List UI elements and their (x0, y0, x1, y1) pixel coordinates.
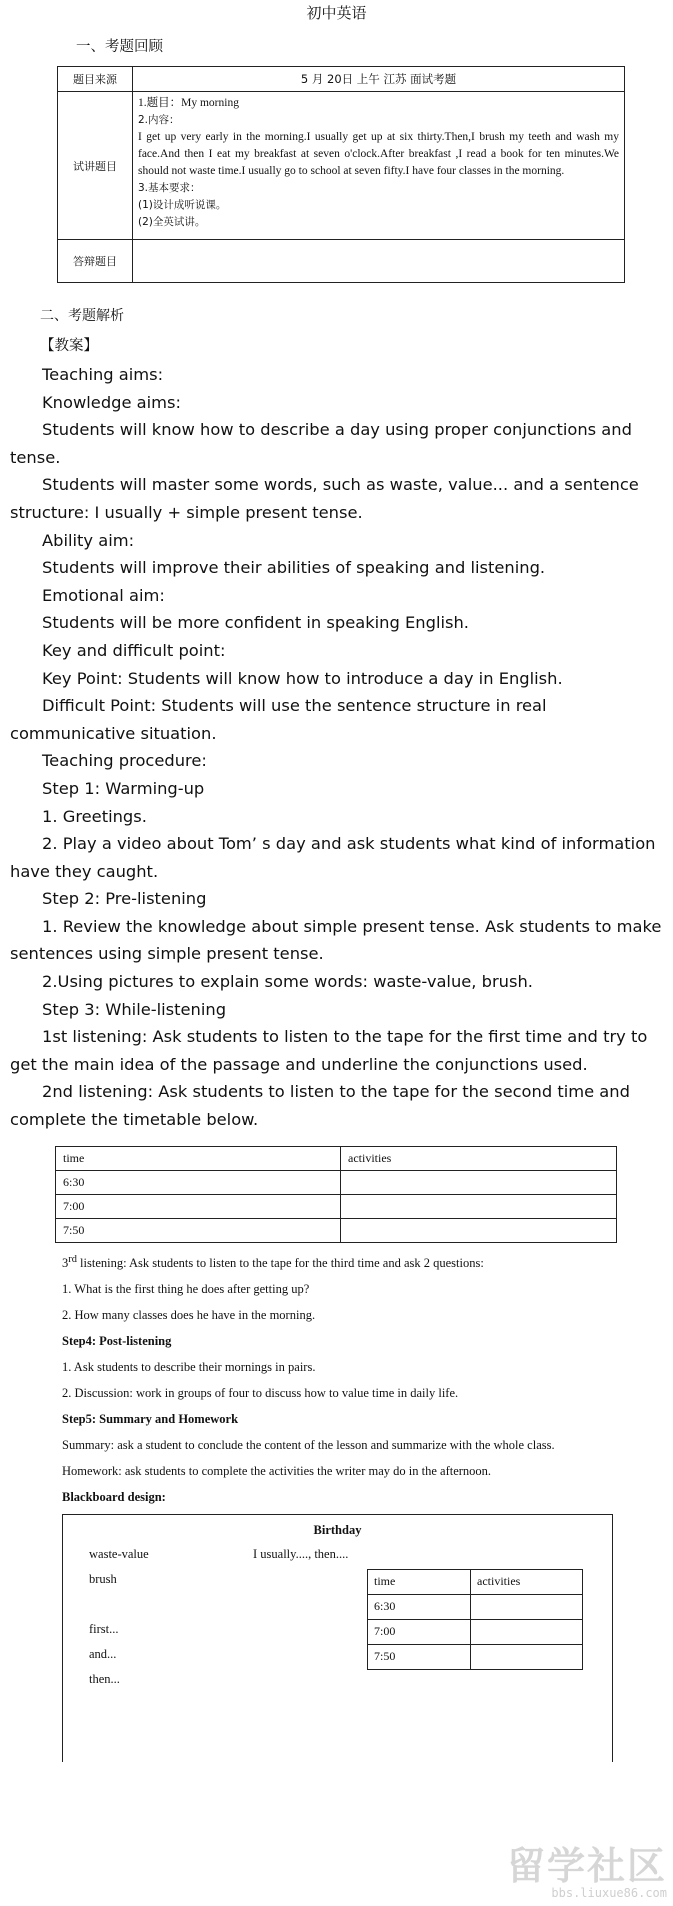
exam-info-table (57, 66, 625, 283)
blackboard-cell (471, 1644, 583, 1669)
blackboard-word-waste-value: waste-value (89, 1546, 149, 1561)
paragraph: Teaching aims: (42, 365, 164, 384)
timetable-cell (341, 1218, 617, 1242)
blackboard-cell (471, 1619, 583, 1644)
blackboard-header-activities: activities (471, 1569, 583, 1594)
table-row (58, 240, 625, 283)
table-row (56, 1146, 617, 1170)
table-row (56, 1218, 617, 1242)
text-line: 1. What is the first thing he does after getting up? (62, 1281, 310, 1296)
table-row (368, 1594, 583, 1619)
blackboard-cell (471, 1594, 583, 1619)
blackboard-word-first: first... (89, 1621, 119, 1636)
blackboard-word-and: and... (89, 1646, 117, 1661)
requirement-2: (2)全英试讲。 (138, 216, 206, 228)
section-heading-analysis: 二、考题解析 (40, 308, 124, 324)
answer-value (133, 240, 625, 283)
page-title: 初中英语 (306, 4, 367, 22)
paragraph: Step 1: Warming-up (42, 778, 205, 798)
table-row (368, 1569, 583, 1594)
paragraph: Students will improve their abilities of speaking and listening. (42, 558, 546, 578)
step-heading: Blackboard design: (62, 1489, 166, 1504)
source-label: 题目来源 (58, 67, 133, 92)
paragraph: Ability aim: (42, 530, 135, 550)
blackboard-cell: 6:30 (368, 1594, 471, 1619)
timetable-cell (341, 1170, 617, 1194)
paragraph: 2nd listening: Ask students to listen to the tape for the second time and complete the timetable below. (10, 1082, 630, 1130)
text-line: 1. Ask students to describe their mornings in pairs. (62, 1359, 316, 1374)
text-line: 2. How many classes does he have in the morning. (62, 1307, 316, 1322)
timetable-cell: 7:00 (56, 1194, 341, 1218)
text-line: 2. Discussion: work in groups of four to discuss how to value time in daily life. (62, 1385, 459, 1400)
post-table-text (0, 1247, 673, 1510)
paragraph: Students will know how to describe a day using proper conjunctions and tense. (10, 420, 632, 467)
paragraph: Students will be more confident in speaking English. (42, 613, 469, 633)
timetable-cell (341, 1194, 617, 1218)
paragraph: 2. Play a video about Tom’ s day and ask students what kind of information have they caught. (10, 834, 656, 881)
answer-label: 答辩题目 (58, 240, 133, 283)
watermark-url: bbs.liuxue86.com (551, 1886, 667, 1900)
paragraph: Key and difficult point: (42, 640, 226, 660)
blackboard-word-brush: brush (89, 1571, 117, 1586)
lesson-plan-body (0, 361, 673, 1134)
paragraph: 2.Using pictures to explain some words: waste-value, brush. (42, 972, 533, 992)
content-text: I get up very early in the morning.I usually get up at six thirty.Then,I brush my teeth and wash my face.And then I eat my breakfast at seven o'clock.After breakfast ,I read a book for ten minutes.We should not waste time.I usually go to school at seven fifty.I have four classes in the morning. (138, 131, 619, 177)
requirement-1: (1)设计成听说课。 (138, 199, 227, 211)
lesson-plan-tag: 【教案】 (40, 338, 98, 354)
text-line: Homework: ask students to complete the activities the writer may do in the afternoon. (62, 1463, 492, 1478)
table-row (368, 1619, 583, 1644)
timetable-header-activities: activities (341, 1146, 617, 1170)
paragraph: Step 2: Pre-listening (42, 889, 207, 909)
blackboard-timetable (367, 1569, 583, 1670)
watermark-logo-text: 留学社区 (506, 1844, 667, 1888)
blackboard-cell: 7:50 (368, 1644, 471, 1669)
paragraph: Teaching procedure: (42, 751, 207, 771)
paragraph: 1. Review the knowledge about simple present tense. Ask students to make sentences using simple present tense. (10, 916, 662, 964)
blackboard-word-then: then... (89, 1671, 120, 1686)
table-row (56, 1170, 617, 1194)
step-heading: Step4: Post-listening (62, 1333, 172, 1348)
timetable (55, 1146, 617, 1243)
paragraph: Emotional aim: (42, 585, 165, 605)
paragraph: Step 3: While-listening (42, 999, 227, 1019)
blackboard-sentence-pattern: I usually...., then.... (253, 1546, 349, 1561)
requirements-label: 3.基本要求： (138, 182, 201, 194)
paragraph: Knowledge aims: (42, 392, 182, 412)
table-row (58, 67, 625, 92)
topic-content-cell (133, 92, 625, 240)
paragraph: Key Point: Students will know how to introduce a day in English. (42, 668, 563, 688)
content-label: 2.内容： (138, 114, 180, 126)
timetable-cell: 7:50 (56, 1218, 341, 1242)
paragraph: Difficult Point: Students will use the sentence structure in real communicative situation. (10, 696, 547, 743)
source-value: 5 月 20日 上午 江苏 面试考题 (133, 67, 625, 92)
text-line: Summary: ask a student to conclude the content of the lesson and summarize with the whole class. (62, 1437, 555, 1452)
timetable-header-time: time (56, 1146, 341, 1170)
paragraph: 1. Greetings. (42, 806, 147, 826)
paragraph: Students will master some words, such as waste, value... and a sentence structure: I usually + simple present tense. (10, 475, 639, 522)
blackboard-cell: 7:00 (368, 1619, 471, 1644)
table-row (368, 1644, 583, 1669)
paragraph: 1st listening: Ask students to listen to the tape for the first time and try to get the main idea of the passage and underline the conjunctions used. (10, 1027, 648, 1074)
section-heading-exam-review: 一、考题回顾 (76, 39, 163, 55)
blackboard-title: Birthday (313, 1522, 362, 1537)
timetable-cell: 6:30 (56, 1170, 341, 1194)
watermark (507, 1835, 667, 1900)
third-listening-line: 3rd listening: Ask students to listen to the tape for the third time and ask 2 questions: (62, 1253, 484, 1270)
topic-title-line: 1.题目：My morning (138, 97, 239, 109)
blackboard-header-time: time (368, 1569, 471, 1594)
table-row (58, 92, 625, 240)
blackboard-design (62, 1514, 613, 1762)
table-row (56, 1194, 617, 1218)
topic-label: 试讲题目 (58, 92, 133, 240)
step-heading: Step5: Summary and Homework (62, 1411, 239, 1426)
